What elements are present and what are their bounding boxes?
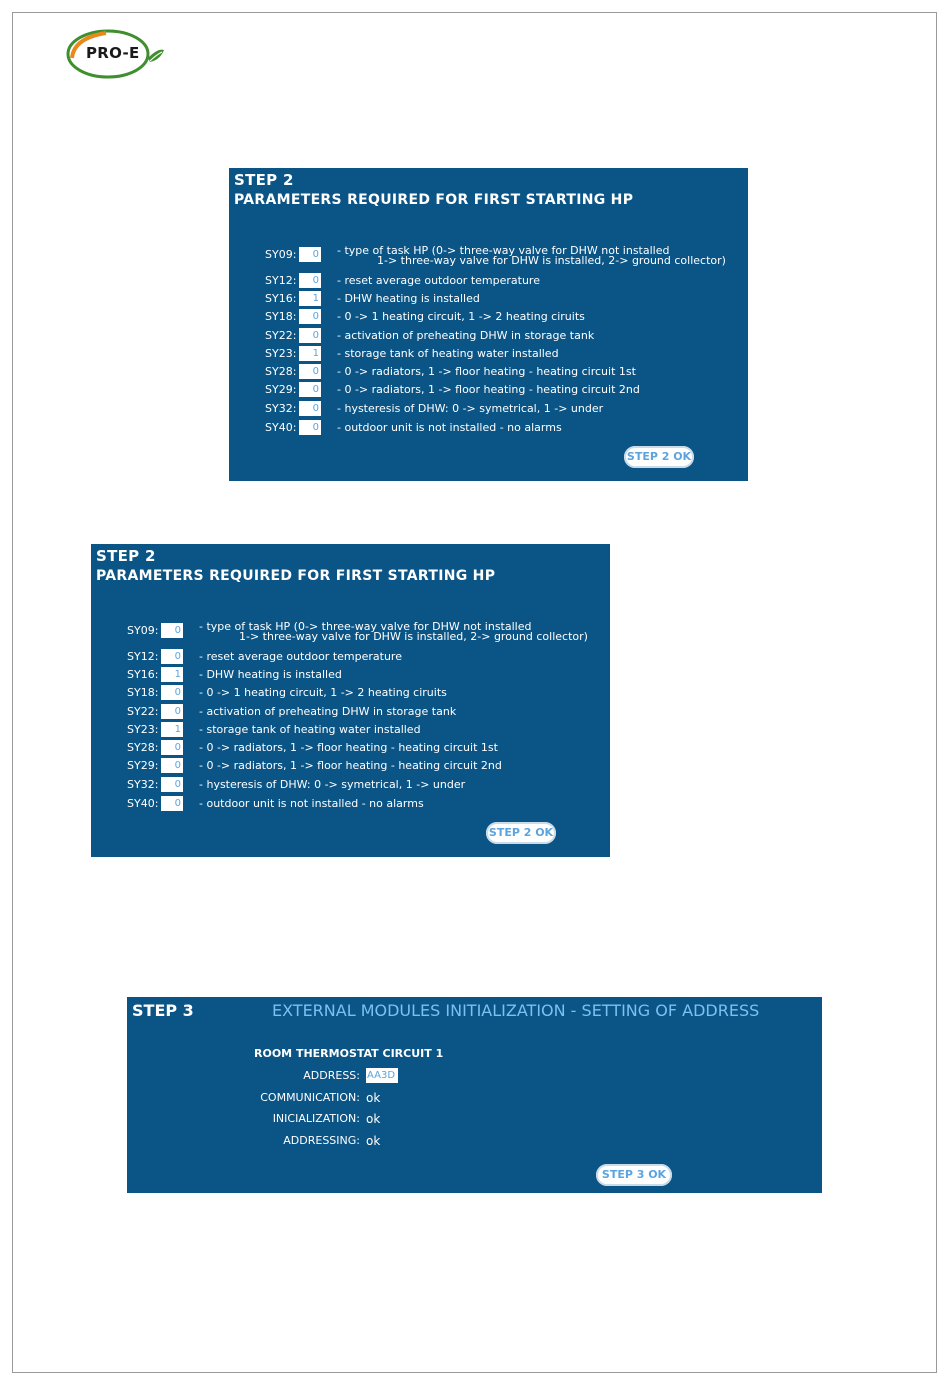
step3-ok-button[interactable]: STEP 3 OK bbox=[596, 1164, 672, 1186]
parameter-value-input[interactable]: 1 bbox=[161, 722, 183, 737]
parameter-description: - outdoor unit is not installed - no alarms bbox=[337, 421, 562, 434]
parameter-code: SY12: bbox=[127, 650, 159, 663]
parameter-value-input[interactable]: 0 bbox=[299, 247, 321, 262]
parameter-value-input[interactable]: 0 bbox=[299, 273, 321, 288]
step-label: STEP 3 bbox=[132, 1001, 194, 1020]
parameter-code: SY29: bbox=[265, 383, 297, 396]
parameter-code: SY23: bbox=[127, 723, 159, 736]
parameter-description: - storage tank of heating water installed bbox=[199, 723, 421, 736]
step-label: STEP 2 bbox=[234, 171, 294, 189]
parameter-value-input[interactable]: 0 bbox=[161, 796, 183, 811]
parameter-code: SY22: bbox=[265, 329, 297, 342]
step-subtitle: PARAMETERS REQUIRED FOR FIRST STARTING HP bbox=[234, 192, 634, 208]
parameter-description: - 0 -> 1 heating circuit, 1 -> 2 heating ciruits bbox=[337, 310, 585, 323]
parameter-code: SY16: bbox=[265, 292, 297, 305]
parameter-value-input[interactable]: 1 bbox=[299, 291, 321, 306]
section-title: ROOM THERMOSTAT CIRCUIT 1 bbox=[254, 1047, 444, 1060]
step2-panel-1 bbox=[229, 168, 748, 481]
parameter-value-input[interactable]: 0 bbox=[161, 777, 183, 792]
parameter-description: - type of task HP (0-> three-way valve for DHW not installed bbox=[199, 620, 532, 633]
address-label: ADDRESS: bbox=[303, 1069, 360, 1082]
parameter-description-line2: 1-> three-way valve for DHW is installed, 2-> ground collector) bbox=[239, 630, 588, 643]
address-input[interactable]: AA3D bbox=[366, 1068, 398, 1083]
parameter-value-input[interactable]: 0 bbox=[161, 649, 183, 664]
parameter-value-input[interactable]: 0 bbox=[161, 685, 183, 700]
parameter-description: - type of task HP (0-> three-way valve for DHW not installed bbox=[337, 244, 670, 257]
parameter-value-input[interactable]: 0 bbox=[161, 623, 183, 638]
parameter-code: SY32: bbox=[265, 402, 297, 415]
parameter-description: - DHW heating is installed bbox=[337, 292, 480, 305]
parameter-value-input[interactable]: 0 bbox=[299, 364, 321, 379]
parameter-code: SY32: bbox=[127, 778, 159, 791]
parameter-code: SY18: bbox=[265, 310, 297, 323]
initialization-value: ok bbox=[366, 1112, 381, 1126]
parameter-code: SY16: bbox=[127, 668, 159, 681]
parameter-description: - DHW heating is installed bbox=[199, 668, 342, 681]
parameter-value-input[interactable]: 1 bbox=[299, 346, 321, 361]
parameter-code: SY09: bbox=[127, 624, 159, 637]
parameter-description: - hysteresis of DHW: 0 -> symetrical, 1 -> under bbox=[199, 778, 466, 791]
parameter-code: SY18: bbox=[127, 686, 159, 699]
parameter-description: - 0 -> radiators, 1 -> floor heating - heating circuit 2nd bbox=[337, 383, 640, 396]
addressing-label: ADDRESSING: bbox=[283, 1134, 360, 1147]
communication-label: COMMUNICATION: bbox=[260, 1091, 360, 1104]
parameter-description: - outdoor unit is not installed - no alarms bbox=[199, 797, 424, 810]
parameter-code: SY22: bbox=[127, 705, 159, 718]
communication-value: ok bbox=[366, 1091, 381, 1105]
parameter-value-input[interactable]: 1 bbox=[161, 667, 183, 682]
parameter-code: SY09: bbox=[265, 248, 297, 261]
step2-ok-button[interactable]: STEP 2 OK bbox=[486, 822, 556, 844]
parameter-code: SY23: bbox=[265, 347, 297, 360]
parameter-code: SY28: bbox=[265, 365, 297, 378]
step2-panel-2 bbox=[91, 544, 610, 857]
parameter-code: SY28: bbox=[127, 741, 159, 754]
parameter-value-input[interactable]: 0 bbox=[299, 401, 321, 416]
step-subtitle: PARAMETERS REQUIRED FOR FIRST STARTING HP bbox=[96, 568, 496, 584]
parameter-value-input[interactable]: 0 bbox=[161, 740, 183, 755]
parameter-description: - reset average outdoor temperature bbox=[337, 274, 540, 287]
parameter-value-input[interactable]: 0 bbox=[161, 704, 183, 719]
step-label: STEP 2 bbox=[96, 547, 156, 565]
parameter-description: - storage tank of heating water installed bbox=[337, 347, 559, 360]
parameter-description: - hysteresis of DHW: 0 -> symetrical, 1 -> under bbox=[337, 402, 604, 415]
step2-ok-button[interactable]: STEP 2 OK bbox=[624, 446, 694, 468]
initialization-label: INICIALIZATION: bbox=[272, 1112, 360, 1125]
parameter-description-line2: 1-> three-way valve for DHW is installed, 2-> ground collector) bbox=[377, 254, 726, 267]
step3-panel bbox=[127, 997, 822, 1193]
parameter-description: - 0 -> radiators, 1 -> floor heating - heating circuit 2nd bbox=[199, 759, 502, 772]
parameter-description: - activation of preheating DHW in storage tank bbox=[199, 705, 457, 718]
pro-e-logo bbox=[66, 28, 166, 80]
parameter-value-input[interactable]: 0 bbox=[299, 328, 321, 343]
parameter-value-input[interactable]: 0 bbox=[299, 382, 321, 397]
parameter-code: SY40: bbox=[127, 797, 159, 810]
parameter-description: - reset average outdoor temperature bbox=[199, 650, 402, 663]
logo-text: PRO-E bbox=[86, 44, 140, 62]
parameter-value-input[interactable]: 0 bbox=[161, 758, 183, 773]
parameter-description: - 0 -> radiators, 1 -> floor heating - heating circuit 1st bbox=[337, 365, 636, 378]
parameter-description: - 0 -> radiators, 1 -> floor heating - heating circuit 1st bbox=[199, 741, 498, 754]
parameter-value-input[interactable]: 0 bbox=[299, 420, 321, 435]
parameter-description: - 0 -> 1 heating circuit, 1 -> 2 heating ciruits bbox=[199, 686, 447, 699]
parameter-code: SY29: bbox=[127, 759, 159, 772]
parameter-value-input[interactable]: 0 bbox=[299, 309, 321, 324]
parameter-code: SY40: bbox=[265, 421, 297, 434]
parameter-code: SY12: bbox=[265, 274, 297, 287]
addressing-value: ok bbox=[366, 1134, 381, 1148]
step3-heading: EXTERNAL MODULES INITIALIZATION - SETTING OF ADDRESS bbox=[272, 1001, 760, 1020]
parameter-description: - activation of preheating DHW in storage tank bbox=[337, 329, 595, 342]
